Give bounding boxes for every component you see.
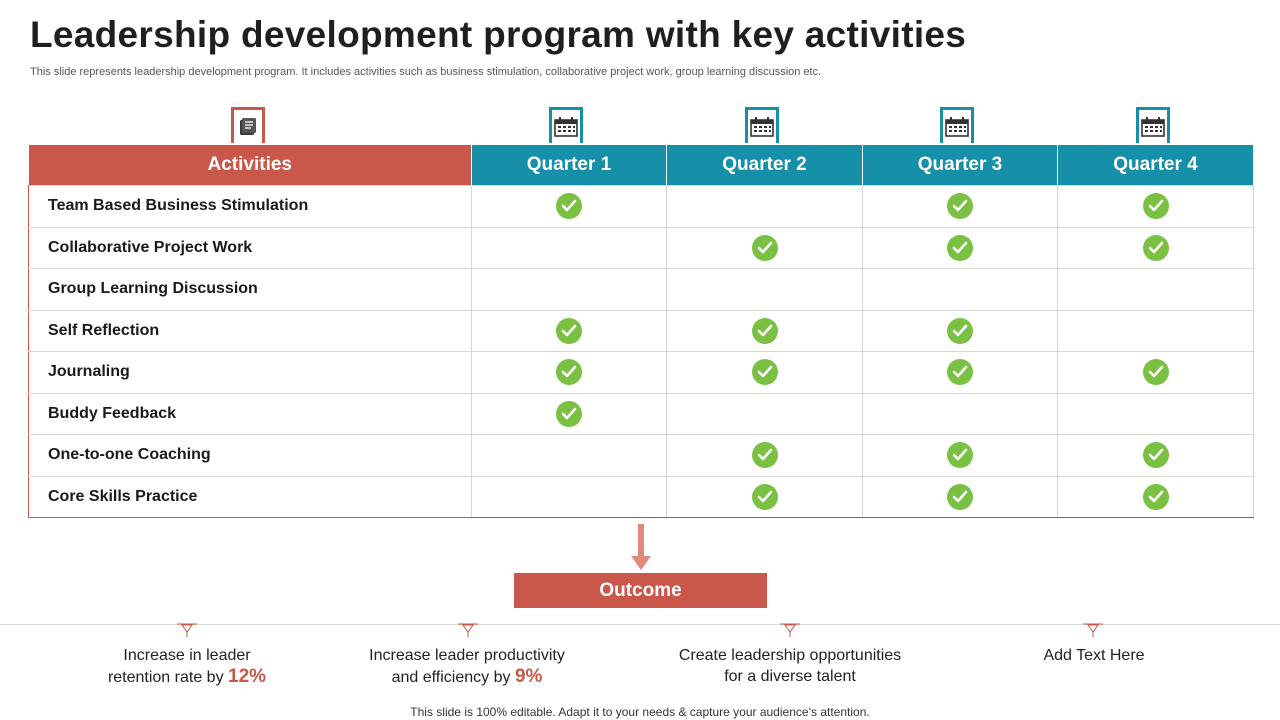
calendar-icon [945, 117, 969, 137]
quarter-4-cell [1058, 310, 1254, 352]
table-row [29, 269, 1254, 311]
outcome-item-line1: Create leadership opportunities [678, 647, 902, 664]
outcome-item-2 [337, 645, 597, 688]
marker-icon [780, 620, 800, 638]
check-icon [1143, 359, 1169, 385]
arrow-down-icon [631, 524, 651, 572]
check-icon [947, 359, 973, 385]
check-icon [1143, 442, 1169, 468]
quarter-2-cell [667, 310, 863, 352]
check-icon [752, 318, 778, 344]
outcome-percentage: 12% [228, 666, 267, 687]
check-icon [947, 235, 973, 261]
activity-label: One-to-one Coaching [29, 435, 472, 477]
quarter-2-cell [667, 186, 863, 228]
check-icon [947, 442, 973, 468]
check-icon [556, 401, 582, 427]
check-icon [752, 484, 778, 510]
quarter-1-icon-box [549, 107, 583, 143]
quarter-3-cell [863, 352, 1058, 394]
column-header-quarter-2: Quarter 2 [667, 145, 863, 186]
activity-label: Core Skills Practice [29, 476, 472, 518]
check-icon [752, 442, 778, 468]
quarter-2-cell [667, 435, 863, 477]
quarter-3-cell [863, 393, 1058, 435]
check-icon [556, 318, 582, 344]
quarter-2-cell [667, 269, 863, 311]
quarter-3-cell [863, 435, 1058, 477]
outcome-percentage: 9% [514, 666, 543, 687]
activity-label: Self Reflection [29, 310, 472, 352]
table-row [29, 352, 1254, 394]
quarter-4-cell [1058, 227, 1254, 269]
check-icon [947, 193, 973, 219]
outcome-item-line1: Increase in leader [123, 647, 251, 664]
quarter-1-cell [472, 352, 667, 394]
table-row [29, 186, 1254, 228]
table-row [29, 310, 1254, 352]
quarter-4-cell [1058, 269, 1254, 311]
page-subtitle: This slide represents leadership development program. It includes activities such as business stimulation, collaborative project work, group learning discussion etc. [30, 66, 822, 78]
table-header-row [29, 145, 1254, 186]
outcome-item-3 [660, 645, 920, 687]
outcome-item-line2: retention rate by 12% [107, 666, 267, 687]
check-icon [1143, 193, 1169, 219]
activity-label: Buddy Feedback [29, 393, 472, 435]
activity-label: Team Based Business Stimulation [29, 186, 472, 228]
quarter-3-icon-box [940, 107, 974, 143]
quarter-4-cell [1058, 352, 1254, 394]
quarter-2-cell [667, 476, 863, 518]
calendar-icon [554, 117, 578, 137]
column-header-activities: Activities [29, 145, 472, 186]
notes-icon [238, 117, 258, 137]
check-icon [752, 235, 778, 261]
outcome-item-line2: for a diverse talent [724, 668, 856, 685]
column-header-quarter-1: Quarter 1 [472, 145, 667, 186]
quarter-4-cell [1058, 476, 1254, 518]
quarter-4-cell [1058, 393, 1254, 435]
quarter-3-cell [863, 227, 1058, 269]
activity-label: Group Learning Discussion [29, 269, 472, 311]
outcome-item-1 [57, 645, 317, 688]
quarter-1-cell [472, 476, 667, 518]
outcome-item-line2: and efficiency by 9% [391, 666, 543, 687]
column-header-quarter-4: Quarter 4 [1058, 145, 1254, 186]
calendar-icon [750, 117, 774, 137]
footer-note: This slide is 100% editable. Adapt it to your needs & capture your audience’s attention. [410, 705, 870, 719]
marker-icon [1083, 620, 1103, 638]
quarter-1-cell [472, 269, 667, 311]
quarter-3-cell [863, 310, 1058, 352]
check-icon [1143, 235, 1169, 261]
table-row [29, 435, 1254, 477]
outcome-item-4 [964, 645, 1224, 666]
quarter-3-cell [863, 476, 1058, 518]
check-icon [556, 193, 582, 219]
check-icon [947, 484, 973, 510]
check-icon [556, 359, 582, 385]
quarter-3-cell [863, 186, 1058, 228]
check-icon [1143, 484, 1169, 510]
quarter-1-cell [472, 435, 667, 477]
quarter-2-cell [667, 227, 863, 269]
quarter-3-cell [863, 269, 1058, 311]
activity-label: Journaling [29, 352, 472, 394]
quarter-1-cell [472, 310, 667, 352]
activities-icon-box [231, 107, 265, 143]
check-icon [947, 318, 973, 344]
quarter-4-cell [1058, 435, 1254, 477]
table-row [29, 393, 1254, 435]
quarter-4-cell [1058, 186, 1254, 228]
marker-icon [458, 620, 478, 638]
check-icon [752, 359, 778, 385]
quarter-2-cell [667, 393, 863, 435]
calendar-icon [1141, 117, 1165, 137]
outcome-banner: Outcome [514, 573, 767, 608]
table-row [29, 227, 1254, 269]
activity-label: Collaborative Project Work [29, 227, 472, 269]
table-row [29, 476, 1254, 518]
quarter-4-icon-box [1136, 107, 1170, 143]
quarter-1-cell [472, 186, 667, 228]
activities-table [28, 145, 1254, 518]
quarter-2-icon-box [745, 107, 779, 143]
page-title: Leadership development program with key activities [30, 14, 967, 55]
quarter-2-cell [667, 352, 863, 394]
quarter-1-cell [472, 227, 667, 269]
outcome-item-line1: Increase leader productivity [369, 647, 565, 664]
outcome-item-line1: Add Text Here [1043, 647, 1145, 664]
column-header-quarter-3: Quarter 3 [863, 145, 1058, 186]
marker-icon [177, 620, 197, 638]
quarter-1-cell [472, 393, 667, 435]
